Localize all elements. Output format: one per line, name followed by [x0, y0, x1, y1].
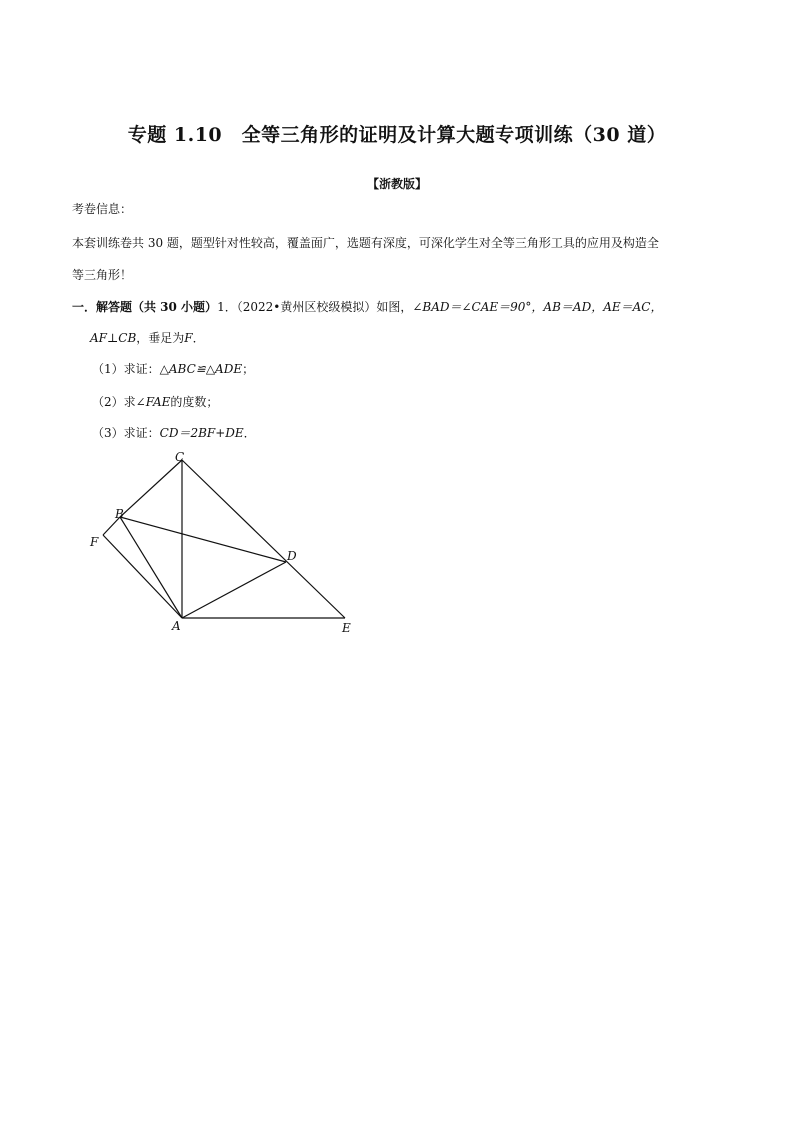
part-1-end: ；: [242, 362, 255, 376]
question-part-1: [92, 360, 254, 377]
part-1-prefix: （1）求证：: [92, 362, 160, 376]
point-label-b: B: [115, 507, 124, 521]
part-2-prefix: （2）求: [92, 395, 136, 409]
segment-bd: [120, 517, 286, 562]
part-3-prefix: （3）求证：: [92, 426, 160, 440]
part-3-math: CD＝2BF+DE: [159, 426, 244, 440]
perpendicular-condition: AF⊥CB: [90, 331, 137, 345]
question-1-stem: [72, 298, 662, 315]
info-label: 考卷信息：: [72, 202, 133, 216]
edition-label: 【浙教版】: [366, 177, 427, 191]
point-label-a: A: [172, 619, 181, 633]
geometry-figure: [80, 440, 380, 640]
part-1-math: △ABC≌△ADE: [159, 362, 243, 376]
segment-ad: [182, 562, 286, 618]
question-source: （2022•黄州区校级模拟）如图，: [236, 300, 413, 314]
foot-point: F: [184, 331, 193, 345]
segment-ce: [182, 460, 345, 618]
segment-fa: [103, 535, 182, 618]
figure-lines: [103, 460, 345, 618]
point-label-f: F: [90, 535, 99, 549]
question-number: 1．: [217, 300, 237, 314]
period: ．: [192, 331, 205, 345]
point-label-c: C: [175, 450, 185, 464]
intro-line-2: 等三角形！: [72, 268, 133, 282]
part-2-math: ∠FAE: [135, 395, 171, 409]
question-condition: ∠BAD＝∠CAE＝90°，AB＝AD，AE＝AC，: [412, 300, 663, 314]
question-part-2: [92, 393, 218, 410]
segment-ba: [120, 517, 182, 618]
page-title: 专题 1.10 全等三角形的证明及计算大题专项训练（30 道）: [127, 124, 667, 146]
point-label-d: D: [287, 549, 297, 563]
question-1-stem-line2: [90, 329, 205, 346]
intro-line-1: 本套训练卷共 30 题，题型针对性较高，覆盖面广，选题有深度，可深化学生对全等三角形工具的应用及构造全: [72, 236, 659, 250]
segment-cb: [120, 460, 182, 517]
foot-text: ，垂足为: [136, 331, 185, 345]
part-2-end: 的度数；: [170, 395, 219, 409]
section-heading: 一．解答题（共 30 小题）: [72, 300, 218, 314]
part-3-end: ．: [243, 426, 256, 440]
question-part-3: [92, 424, 256, 441]
point-label-e: E: [342, 621, 351, 635]
